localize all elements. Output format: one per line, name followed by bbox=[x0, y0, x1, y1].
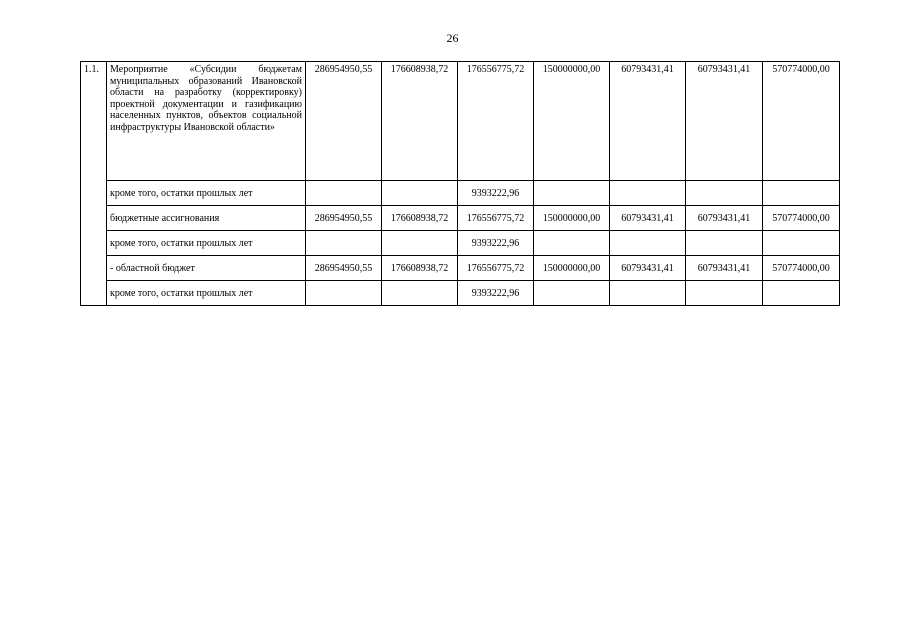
value-cell bbox=[382, 281, 458, 306]
value-cell: 9393222,96 bbox=[458, 181, 534, 206]
value-cell: 176556775,72 bbox=[458, 256, 534, 281]
table-row bbox=[81, 206, 840, 231]
value-cell: 60793431,41 bbox=[686, 206, 763, 231]
value-cell: 60793431,41 bbox=[610, 206, 686, 231]
value-cell bbox=[763, 281, 840, 306]
value-cell bbox=[534, 281, 610, 306]
value-cell bbox=[382, 231, 458, 256]
row-label: Мероприятие «Субсидии бюджетам муниципальных образований Ивановской области на разработку (корректировку) проектной документации и газификацию населенных пунктов, объектов социальной инфраструктуры Ивановской области» bbox=[107, 62, 306, 181]
value-cell bbox=[686, 181, 763, 206]
value-cell bbox=[534, 181, 610, 206]
value-cell: 176608938,72 bbox=[382, 206, 458, 231]
table-row bbox=[81, 62, 840, 181]
value-cell: 176556775,72 bbox=[458, 62, 534, 181]
value-cell: 60793431,41 bbox=[686, 256, 763, 281]
value-cell: 9393222,96 bbox=[458, 281, 534, 306]
value-cell: 570774000,00 bbox=[763, 256, 840, 281]
value-cell: 150000000,00 bbox=[534, 256, 610, 281]
value-cell bbox=[686, 231, 763, 256]
table-row bbox=[81, 256, 840, 281]
value-cell: 176608938,72 bbox=[382, 62, 458, 181]
value-cell bbox=[534, 231, 610, 256]
table-row bbox=[81, 181, 840, 206]
value-cell: 176608938,72 bbox=[382, 256, 458, 281]
value-cell: 60793431,41 bbox=[686, 62, 763, 181]
value-cell: 570774000,00 bbox=[763, 206, 840, 231]
value-cell bbox=[610, 231, 686, 256]
page-number: 26 bbox=[446, 31, 459, 45]
table-row bbox=[81, 231, 840, 256]
table-row bbox=[81, 281, 840, 306]
row-label: - областной бюджет bbox=[107, 256, 306, 281]
budget-table bbox=[80, 61, 840, 306]
value-cell bbox=[306, 231, 382, 256]
value-cell bbox=[306, 281, 382, 306]
value-cell bbox=[306, 181, 382, 206]
item-code: 1.1. bbox=[81, 62, 107, 306]
row-label: бюджетные ассигнования bbox=[107, 206, 306, 231]
value-cell bbox=[610, 281, 686, 306]
value-cell: 176556775,72 bbox=[458, 206, 534, 231]
value-cell: 150000000,00 bbox=[534, 62, 610, 181]
value-cell: 60793431,41 bbox=[610, 256, 686, 281]
value-cell: 150000000,00 bbox=[534, 206, 610, 231]
value-cell bbox=[610, 181, 686, 206]
value-cell: 60793431,41 bbox=[610, 62, 686, 181]
row-label: кроме того, остатки прошлых лет bbox=[107, 181, 306, 206]
value-cell: 9393222,96 bbox=[458, 231, 534, 256]
row-label: кроме того, остатки прошлых лет bbox=[107, 231, 306, 256]
value-cell: 286954950,55 bbox=[306, 62, 382, 181]
value-cell bbox=[763, 231, 840, 256]
value-cell bbox=[686, 281, 763, 306]
value-cell: 570774000,00 bbox=[763, 62, 840, 181]
value-cell bbox=[382, 181, 458, 206]
value-cell: 286954950,55 bbox=[306, 206, 382, 231]
row-label: кроме того, остатки прошлых лет bbox=[107, 281, 306, 306]
value-cell bbox=[763, 181, 840, 206]
value-cell: 286954950,55 bbox=[306, 256, 382, 281]
